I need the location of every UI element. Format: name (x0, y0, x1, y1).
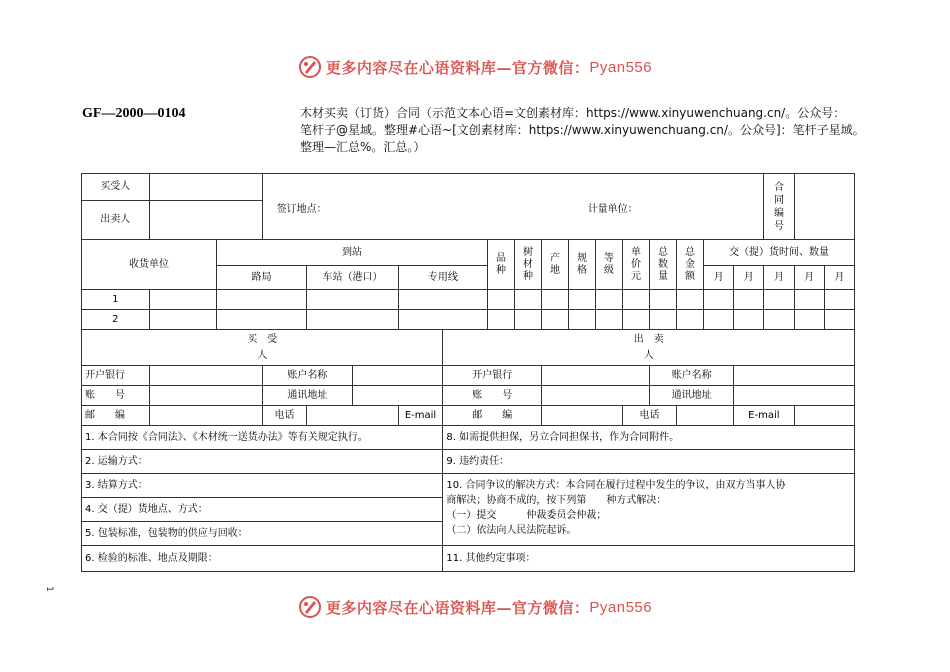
seller-account-name-label: 账户名称 (650, 366, 734, 386)
clause-10-line-3: （一）提交 仲裁委员会仲裁； (446, 510, 607, 521)
delivery-time-label: 交（提）货时间、数量 (704, 240, 855, 266)
goods-row (82, 310, 855, 330)
origin-label: 产地 (542, 240, 569, 290)
seller-phone-value[interactable] (677, 406, 734, 426)
buyer-value[interactable] (149, 174, 262, 201)
seller-value[interactable] (149, 201, 262, 240)
clause-10-line-4: （二）依法向人民法院起诉。 (446, 525, 577, 536)
clause-10-line-1: 10. 合同争议的解决方式：本合同在履行过程中发生的争议，由双方当事人协 (446, 480, 786, 491)
banner-wechat: Pyan556 (589, 58, 653, 76)
buyer-label: 买受人 (82, 174, 150, 201)
title-line-2: 笔杆子@星域。整理#心语~[文创素材库：https://www.xinyuwenchuang.cn/。公众号]：笔杆子星域。 (300, 123, 865, 137)
document-title (300, 105, 870, 156)
bottom-banner (0, 592, 950, 622)
buyer-address-value[interactable] (353, 386, 443, 406)
clause-1: 1. 本合同按《合同法》、《木材统一送货办法》等有关规定执行。 (82, 426, 443, 450)
clause-10-line-2: 商解决；协商不成的，按下列第 种方式解决： (446, 495, 667, 506)
clause-6: 6. 检验的标准、地点及期限： (82, 546, 443, 572)
seller-account-label: 账 号 (443, 386, 542, 406)
seller-email-value[interactable] (794, 406, 854, 426)
receiver-label: 收货单位 (82, 240, 217, 290)
month-5: 月 (824, 266, 854, 290)
buyer-account-label: 账 号 (82, 386, 150, 406)
buyer-phone-value[interactable] (307, 406, 398, 426)
contract-no-value[interactable] (794, 174, 854, 240)
banner-text: 更多内容尽在心语资料库—官方微信： (325, 58, 590, 77)
banner-text: 更多内容尽在心语资料库—官方微信： (325, 598, 590, 617)
clause-5: 5. 包装标准，包装物的供应与回收： (82, 522, 443, 546)
road-label: 路局 (217, 266, 307, 290)
seller-postcode-label: 邮 编 (443, 406, 542, 426)
buyer-postcode-value[interactable] (149, 406, 262, 426)
month-3: 月 (764, 266, 794, 290)
unit-label: 计量单位： (587, 204, 638, 215)
buyer-account-value[interactable] (149, 386, 262, 406)
arrival-label: 到站 (217, 240, 488, 266)
buyer-account-name-label: 账户名称 (262, 366, 352, 386)
contract-no-label: 合同编号 (764, 174, 794, 240)
seller-account-name-value[interactable] (734, 366, 855, 386)
clause-11: 11. 其他约定事项： (443, 546, 855, 572)
title-line-1: 木材买卖（订货）合同（示范文本心语=文创素材库：https://www.xinyuwenchuang.cn/。公众号： (300, 106, 846, 120)
grade-label: 等级 (596, 240, 623, 290)
row-number: 1 (82, 290, 150, 310)
seller-postcode-value[interactable] (542, 406, 623, 426)
pen-logo-icon (298, 55, 322, 79)
contract-form-table (81, 173, 855, 572)
month-2: 月 (734, 266, 764, 290)
page-number: 1 (43, 586, 54, 592)
clause-9: 9. 违约责任： (443, 450, 855, 474)
clause-10 (443, 474, 855, 546)
seller-phone-label: 电话 (623, 406, 677, 426)
buyer-account-name-value[interactable] (353, 366, 443, 386)
seller-label: 出卖人 (82, 201, 150, 240)
buyer-section-title: 买 受 人 (82, 330, 443, 366)
seller-bank-value[interactable] (542, 366, 650, 386)
clause-4: 4. 交（提）货地点、方式： (82, 498, 443, 522)
document-code: GF—2000—0104 (82, 106, 186, 121)
seller-section-title: 出 卖 人 (443, 330, 855, 366)
month-1: 月 (704, 266, 734, 290)
banner-wechat: Pyan556 (589, 598, 653, 616)
seller-email-label: E-mail (734, 406, 794, 426)
goods-row (82, 290, 855, 310)
spec-label: 规格 (569, 240, 596, 290)
clause-2: 2. 运输方式： (82, 450, 443, 474)
clause-8: 8. 如需提供担保，另立合同担保书，作为合同附件。 (443, 426, 855, 450)
title-line-3: 整理—汇总%。汇总。） (300, 140, 426, 154)
seller-bank-label: 开户银行 (443, 366, 542, 386)
clause-3: 3. 结算方式： (82, 474, 443, 498)
buyer-bank-value[interactable] (149, 366, 262, 386)
station-label: 车站（港口） (307, 266, 398, 290)
dedicated-line-label: 专用线 (398, 266, 487, 290)
sign-unit-cell (262, 174, 764, 240)
buyer-postcode-label: 邮 编 (82, 406, 150, 426)
buyer-address-label: 通讯地址 (262, 386, 352, 406)
seller-account-value[interactable] (542, 386, 650, 406)
buyer-email-label: E-mail (398, 406, 443, 426)
sign-place-label: 签订地点： (276, 204, 327, 215)
variety-label: 品种 (488, 240, 515, 290)
seller-address-value[interactable] (734, 386, 855, 406)
month-4: 月 (794, 266, 824, 290)
seller-address-label: 通讯地址 (650, 386, 734, 406)
buyer-bank-label: 开户银行 (82, 366, 150, 386)
total-amount-label: 总金额 (677, 240, 704, 290)
species-label: 树材种 (515, 240, 542, 290)
total-qty-label: 总数量 (650, 240, 677, 290)
row-number: 2 (82, 310, 150, 330)
unit-price-label: 单价元 (623, 240, 650, 290)
buyer-phone-label: 电话 (262, 406, 307, 426)
pen-logo-icon (298, 595, 322, 619)
top-banner (0, 52, 950, 82)
